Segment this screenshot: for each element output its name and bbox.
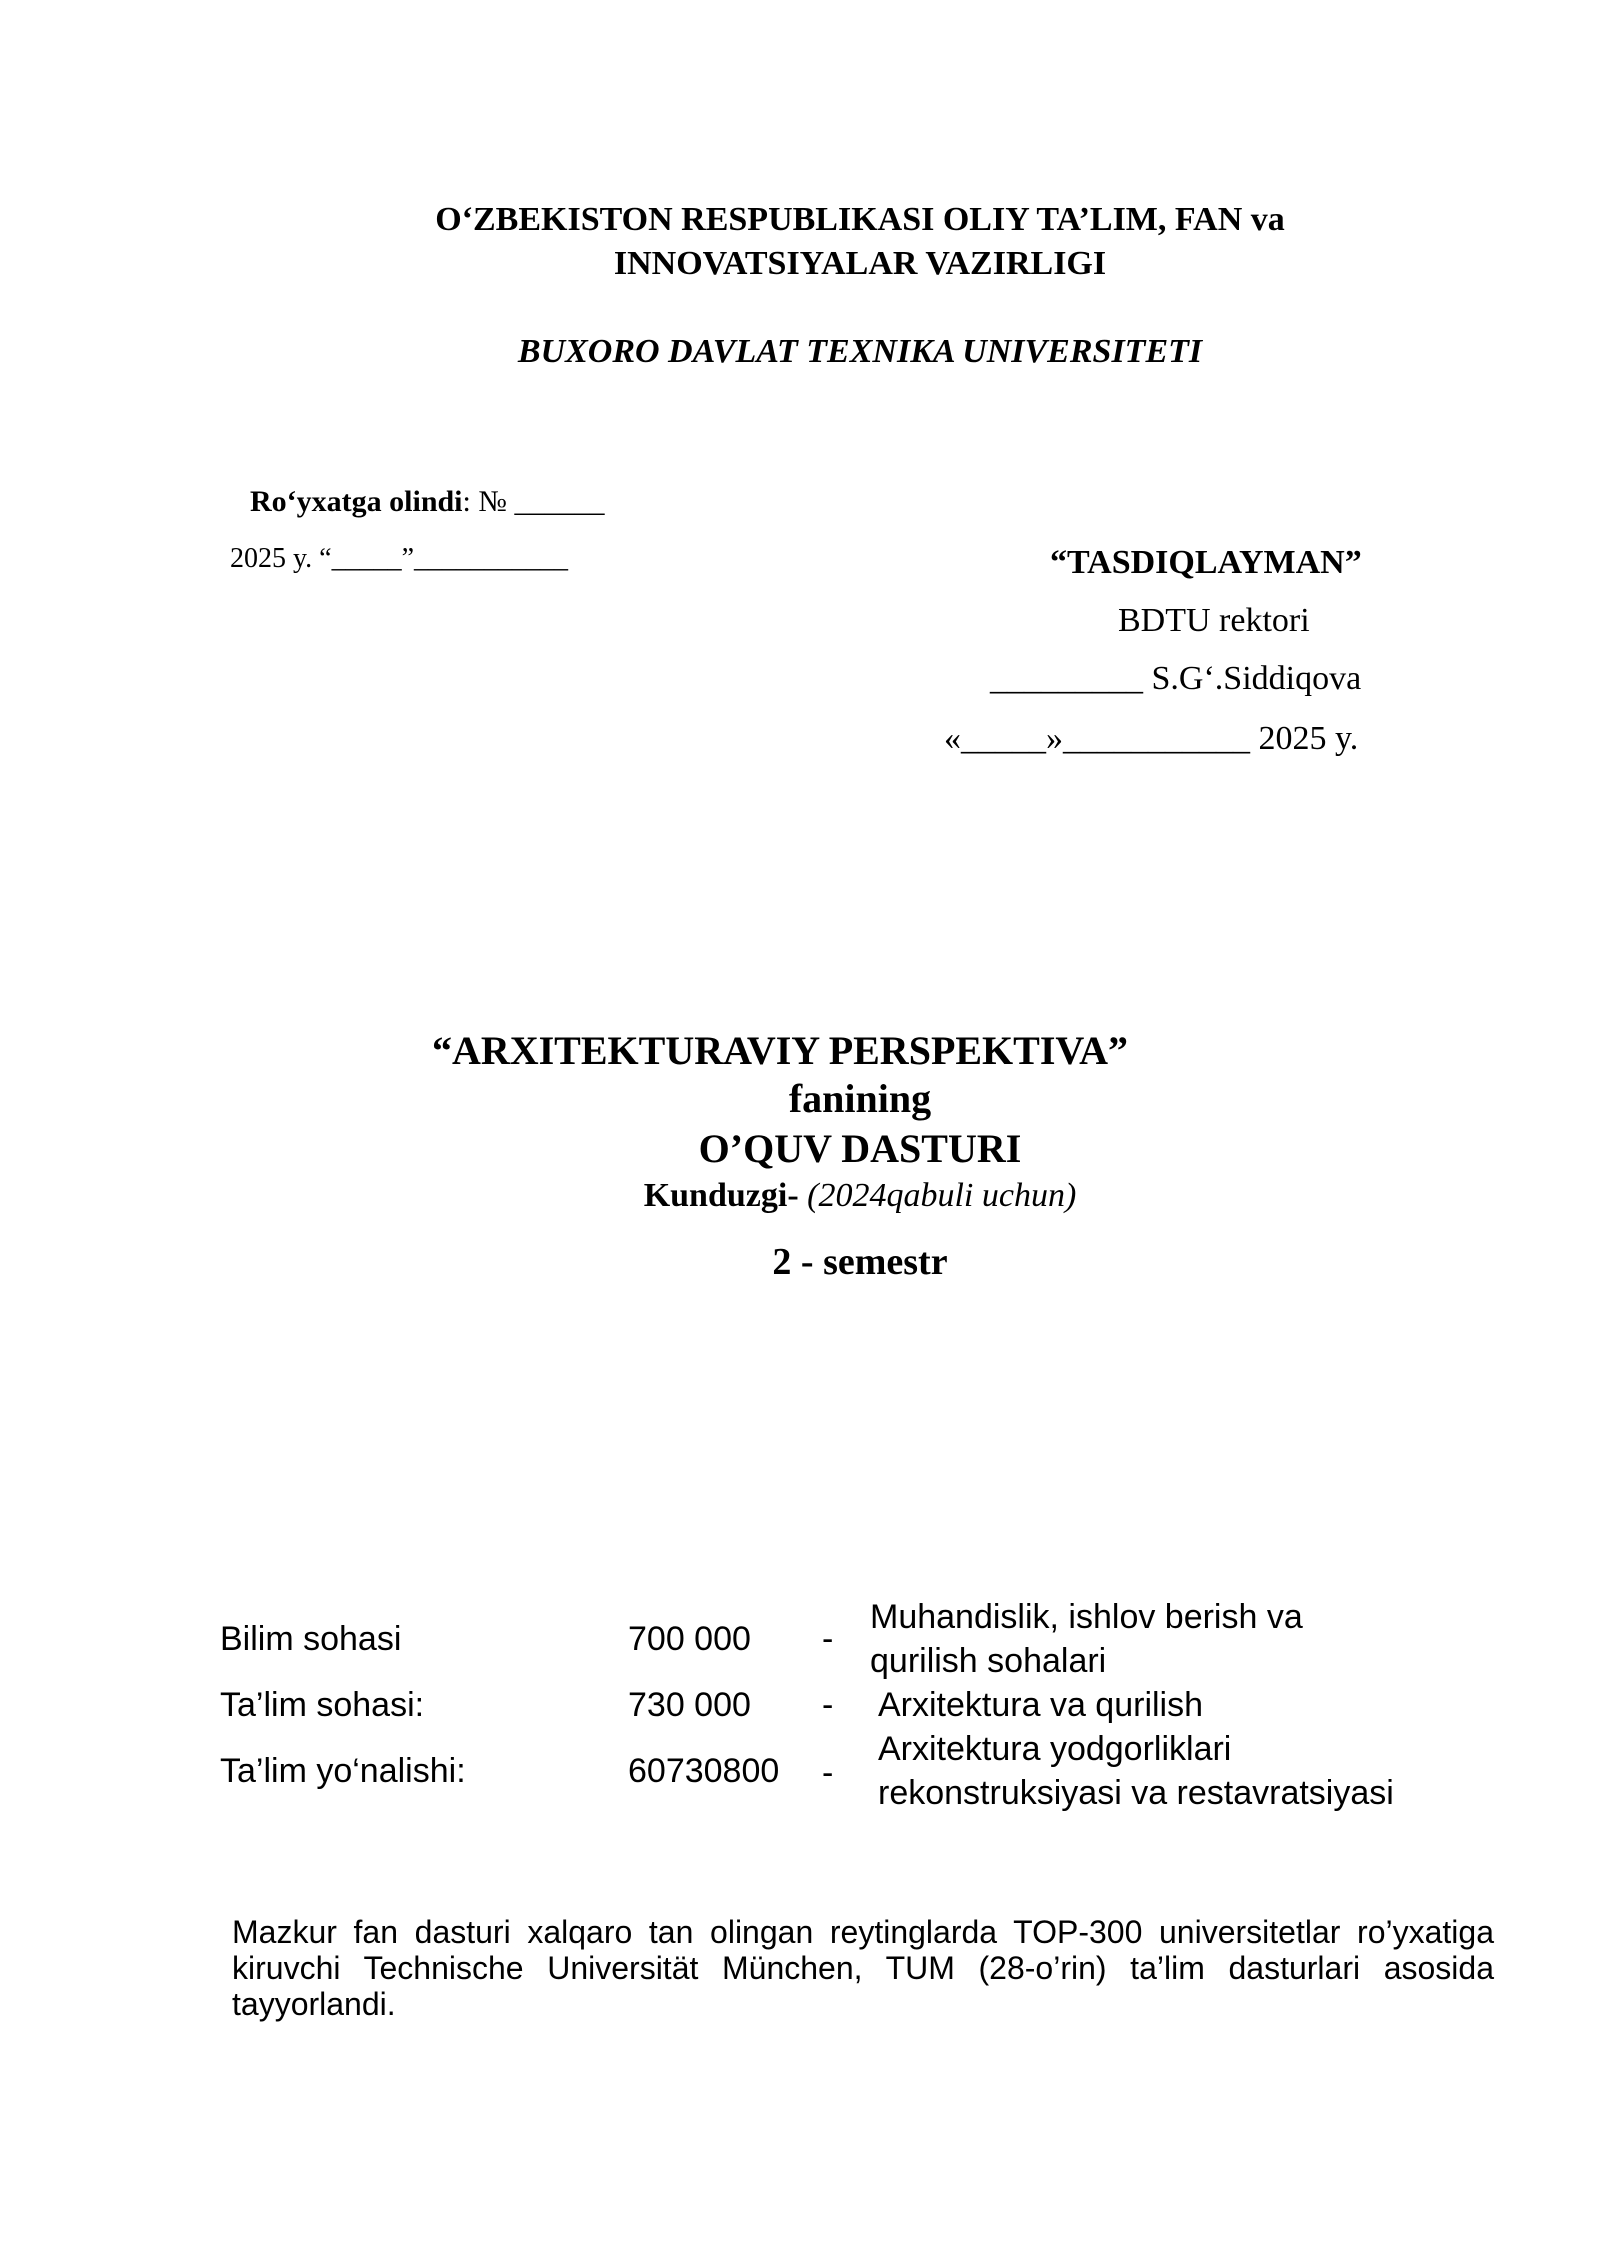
study-form [0,1174,1600,1218]
university-name: BUXORO DAVLAT TEXNIKA UNIVERSITETI [517,333,1203,370]
registration-label: Ro‘yxatga olindi [250,485,463,518]
registration-date: 2025 y. “_____”___________ [230,543,569,574]
program-statement: Mazkur fan dasturi xalqaro tan olingan reytinglarda TOP-300 universitetlar ro’yxatiga kiruvchi Technische Universität München, TUM (28-o’rin) ta’lim dasturlari asosida tayyorlandi. [232,1914,1494,2022]
registration-number: : № ______ [462,485,605,518]
field-value-line-2: qurilish sohalari [870,1642,1107,1680]
course-subtitle-2: O’QUV DASTURI [698,1126,1022,1171]
field-label-talim-yonalishi: Ta’lim yo‘nalishi: [220,1752,466,1790]
approval-role: BDTU rektori [1118,602,1310,639]
approval-date: «_____»___________ 2025 y. [944,720,1359,757]
ministry-line-1: O‘ZBEKISTON RESPUBLIKASI OLIY TA’LIM, FAN va [435,201,1285,238]
course-title: “ARXITEKTURAVIY PERSPEKTIVA” [431,1028,1129,1073]
study-form-note: (2024qabuli uchun) [798,1177,1077,1214]
registration-line [250,482,605,522]
field-code-talim-yonalishi: 60730800 [628,1752,780,1790]
field-label-talim-sohasi: Ta’lim sohasi: [220,1686,425,1724]
semester: 2 - semestr [772,1241,948,1283]
field-code-bilim-sohasi: 700 000 [628,1620,751,1658]
field-dash: - [822,1686,834,1724]
course-subtitle-1: fanining [788,1076,932,1121]
approval-signature: _________ S.G‘.Siddiqova [990,660,1362,697]
field-dash: - [822,1620,834,1658]
field-label-bilim-sohasi: Bilim sohasi [220,1620,402,1658]
field-value-line-1: Arxitektura yodgorliklari [878,1730,1232,1768]
ministry-name [0,198,1600,286]
ministry-line-2: INNOVATSIYALAR VAZIRLIGI [613,245,1107,282]
field-value-line-1: Arxitektura va qurilish [878,1686,1204,1724]
study-form-label: Kunduzgi- [643,1177,799,1214]
field-code-talim-sohasi: 730 000 [628,1686,751,1724]
field-value-line-1: Muhandislik, ishlov berish va [870,1598,1303,1636]
approval-title: “TASDIQLAYMAN” [1050,544,1362,581]
field-dash: - [822,1754,834,1792]
field-value-line-2: rekonstruksiyasi va restavratsiyasi [878,1774,1394,1812]
